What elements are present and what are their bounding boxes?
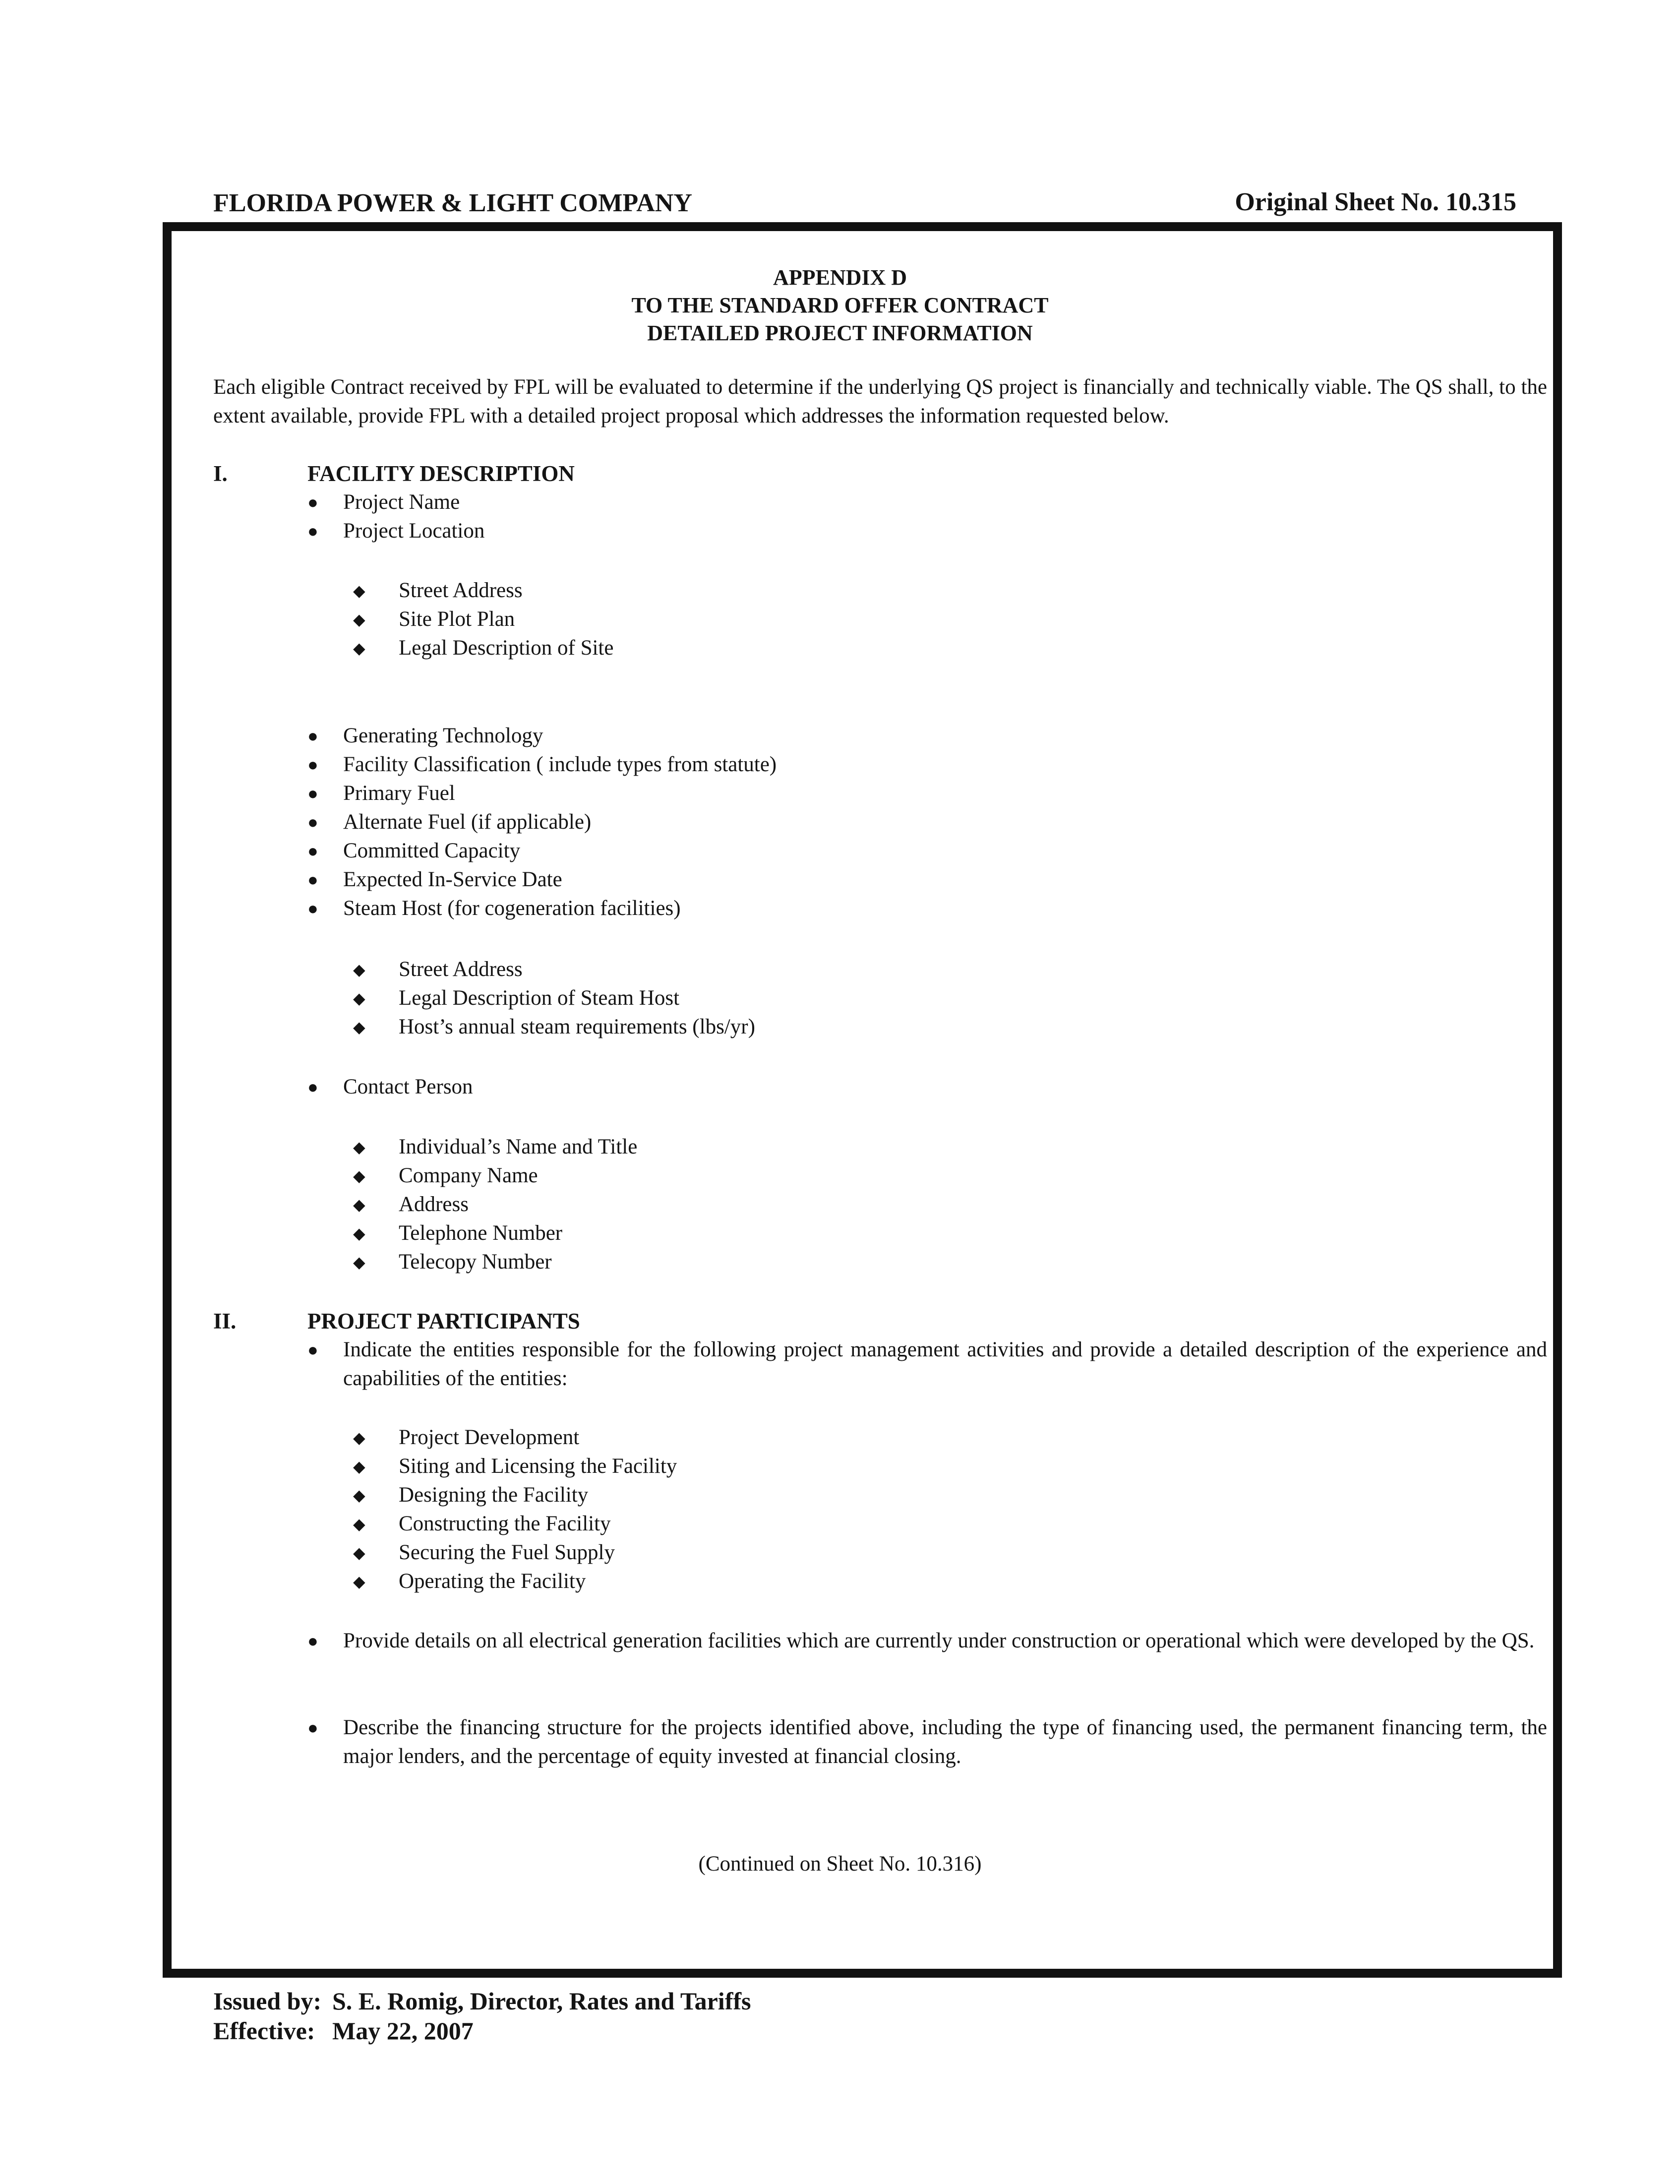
list-item: ● Provide details on all electrical generation facilities which are currently under construction or operational which were developed by the QS.: [307, 1629, 1535, 1652]
section-2-numeral: II.: [213, 1309, 237, 1334]
effective-value: May 22, 2007: [332, 2017, 474, 2045]
list-item: ● Describe the financing structure for the projects identified above, including the type of financing used, the permanent financing term, the major lenders, and the percentage of equity invested at financial closing.: [307, 1716, 1547, 1768]
effective-label: Effective:: [213, 2017, 315, 2045]
section-2-heading: PROJECT PARTICIPANTS: [307, 1309, 580, 1334]
sheet-number: Original Sheet No. 10.315: [1235, 188, 1516, 216]
intro-paragraph: Each eligible Contract received by FPL will be evaluated to determine if the underlying QS project is financially and technically viable. The QS shall, to the extent available, provide FPL with a detailed project proposal which addresses the information requested below.: [213, 375, 1547, 427]
continued-note: (Continued on Sheet No. 10.316): [698, 1852, 982, 1876]
section-1-numeral: I.: [213, 461, 228, 486]
appendix-heading: DETAILED PROJECT INFORMATION: [647, 321, 1033, 345]
issued-value: S. E. Romig, Director, Rates and Tariffs: [332, 1987, 751, 2015]
appendix-subtitle: TO THE STANDARD OFFER CONTRACT: [631, 293, 1049, 317]
company-name: FLORIDA POWER & LIGHT COMPANY: [213, 189, 692, 217]
issued-label: Issued by:: [213, 1987, 322, 2015]
issued-by: [213, 1986, 751, 2016]
list-item: ● Indicate the entities responsible for the following project management activities and provide a detailed description of the experience and capabilities of the entities:: [307, 1338, 1547, 1390]
effective-date: [213, 2016, 474, 2046]
section-1-heading: FACILITY DESCRIPTION: [307, 461, 575, 486]
appendix-title: APPENDIX D: [773, 265, 907, 290]
